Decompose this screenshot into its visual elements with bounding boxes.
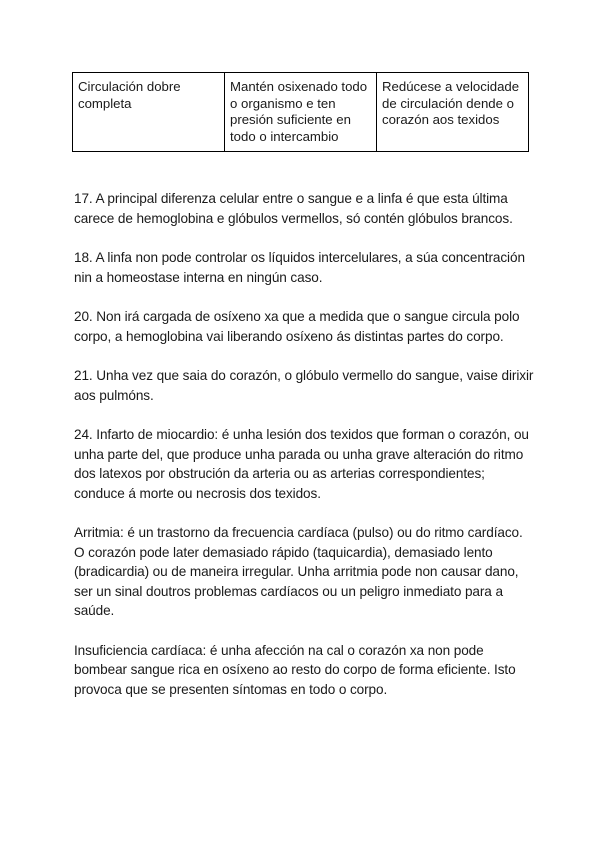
table-row bbox=[73, 73, 529, 152]
arritmia-paragraph: Arritmia: é un trastorno da frecuencia cardíaca (pulso) ou do ritmo cardíaco. O corazón pode later demasiado rápido (taquicardia), demasiado lento (bradicardia) ou de maneira irregular. Unha arritmia pode non causar dano, ser un sinal doutros problemas cardíacos ou un peligro inmediato para a saúde. bbox=[74, 525, 523, 618]
answers-section bbox=[74, 189, 534, 719]
answer-24-infarto-paragraph: 24. Infarto de miocardio: é unha lesión dos texidos que forman o corazón, ou unha parte del, que produce unha parada ou unha grave alteración do ritmo dos latexos por obstrución da arteria ou as arterias correspondientes; conduce á morte ou necrosis dos texidos. bbox=[74, 427, 529, 501]
table-cell: Redúcese a velocidade de circulación dende o corazón aos texidos bbox=[377, 73, 529, 152]
answer-20-paragraph: 20. Non irá cargada de osíxeno xa que a medida que o sangue circula polo corpo, a hemoglobina vai liberando osíxeno ás distintas partes do corpo. bbox=[74, 309, 520, 344]
table-cell: Circulación dobre completa bbox=[73, 73, 225, 152]
table-cell: Mantén osixenado todo o organismo e ten presión suficiente en todo o intercambio bbox=[225, 73, 377, 152]
answer-21-paragraph: 21. Unha vez que saia do corazón, o glóbulo vermello do sangue, vaise dirixir aos pulmóns. bbox=[74, 368, 534, 403]
comparison-table bbox=[72, 72, 529, 152]
insuficiencia-paragraph: Insuficiencia cardíaca: é unha afección na cal o corazón xa non pode bombear sangue rica en osíxeno ao resto do corpo de forma eficiente. Isto provoca que se presenten síntomas en todo o corpo. bbox=[74, 642, 516, 697]
answer-17-paragraph: 17. A principal diferenza celular entre o sangue e a linfa é que esta última carece de hemoglobina e glóbulos vermellos, só contén glóbulos brancos. bbox=[74, 191, 513, 226]
answer-18-paragraph: 18. A linfa non pode controlar os líquidos intercelulares, a súa concentración nin a homeostase interna en ningún caso. bbox=[74, 250, 525, 285]
